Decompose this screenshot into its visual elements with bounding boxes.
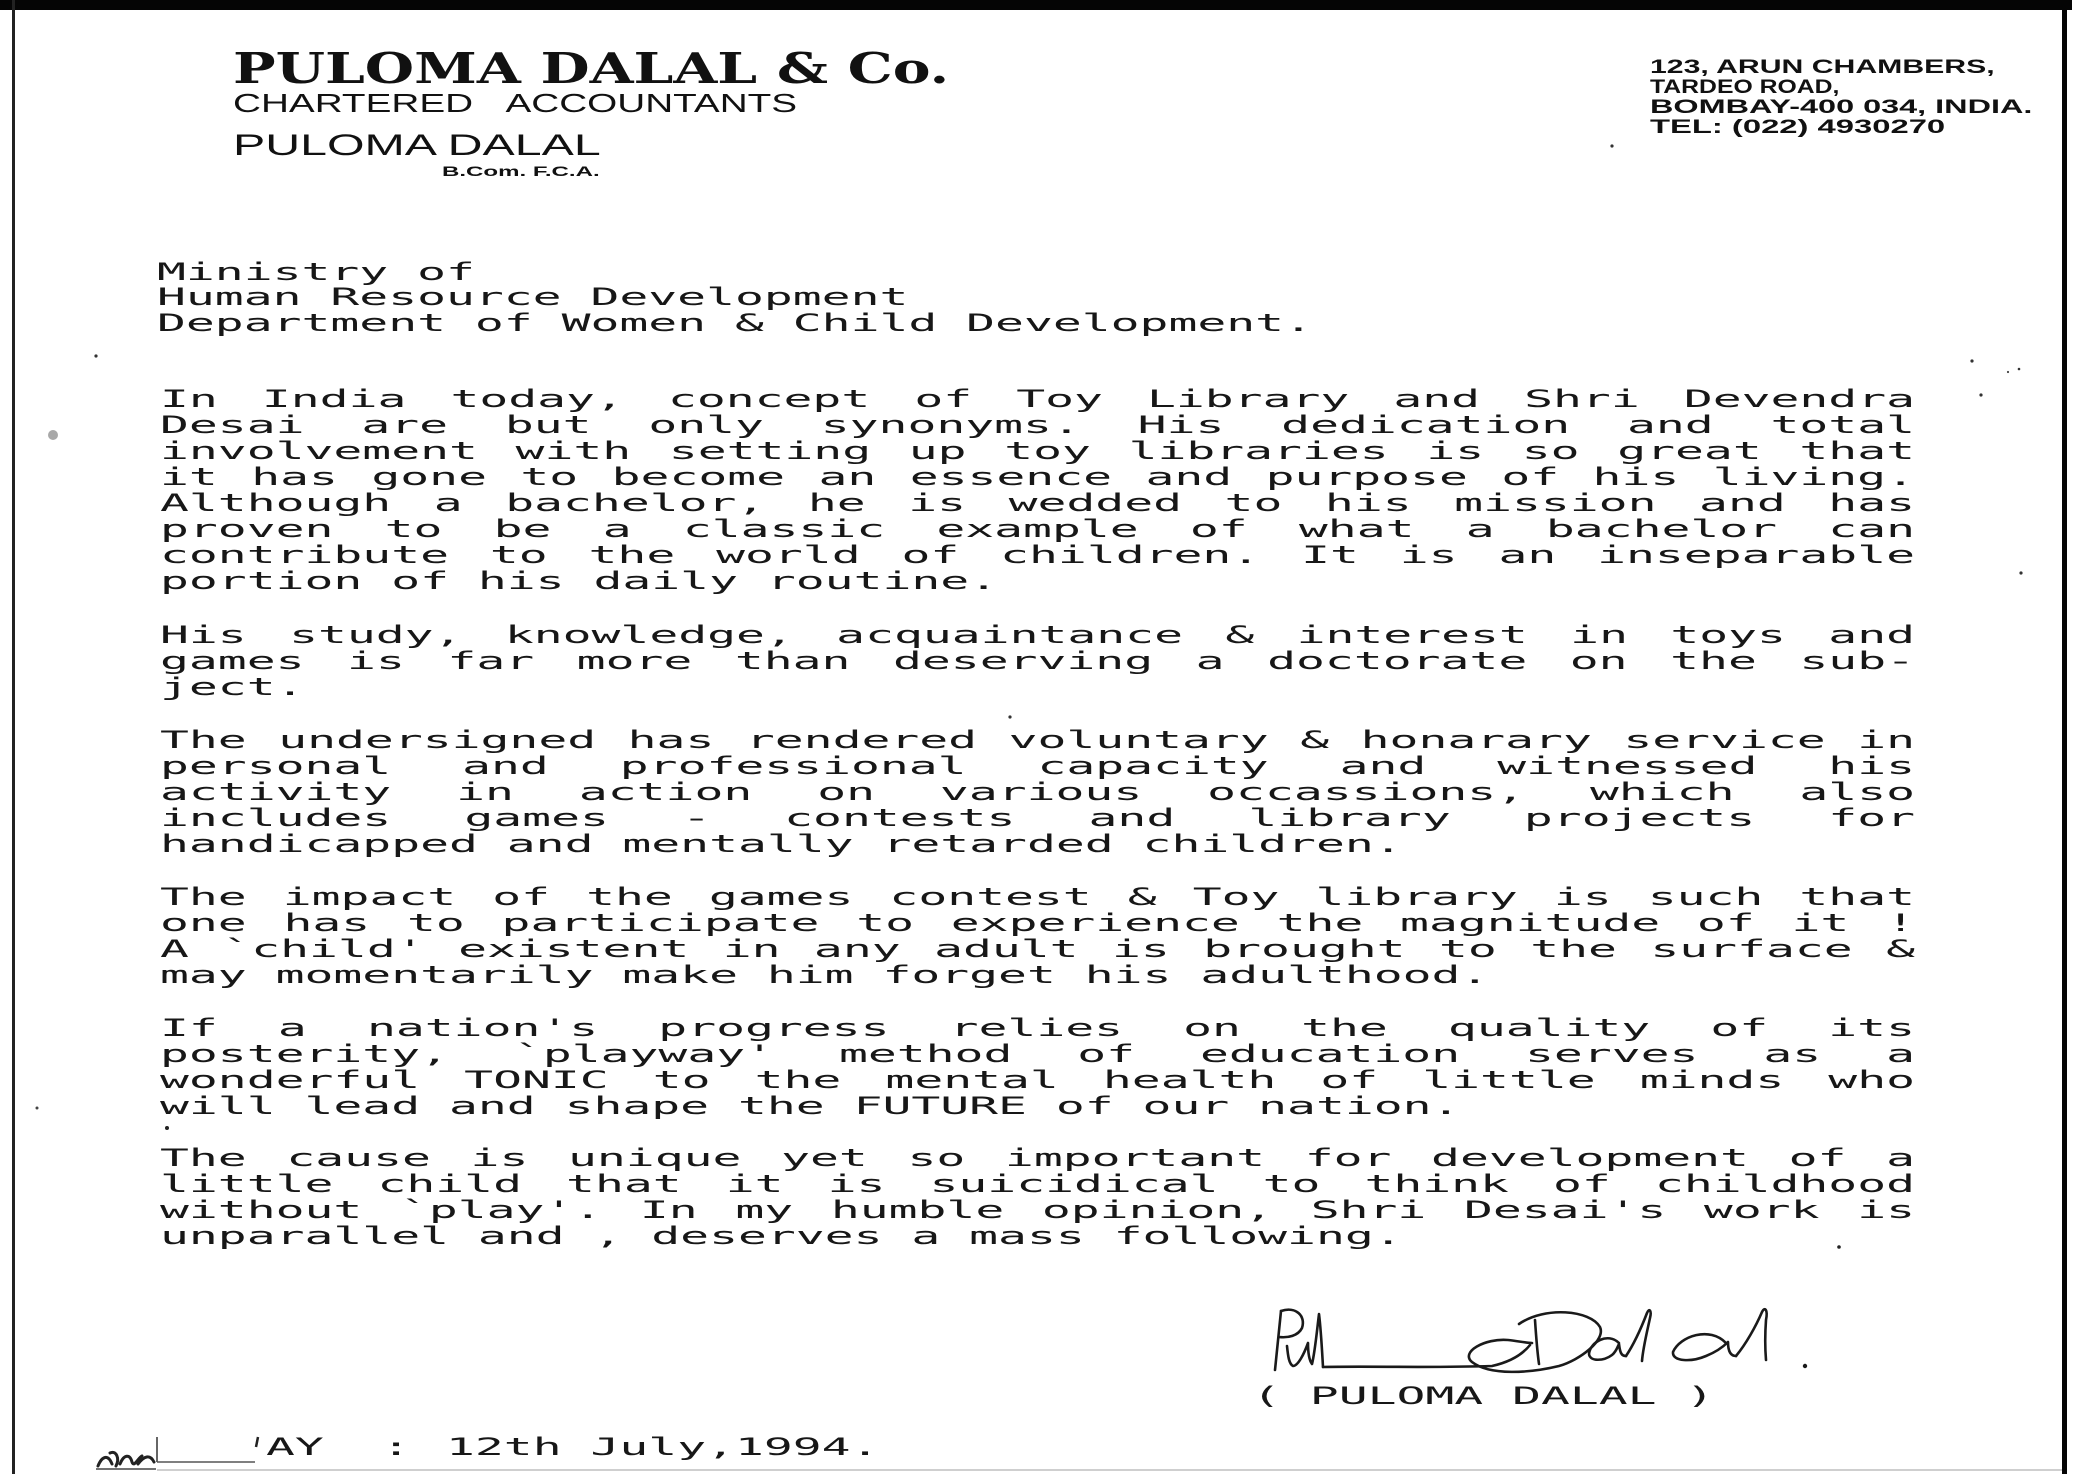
paragraph-line: The impact of the games contest & Toy library is such that xyxy=(160,883,1915,911)
paragraph-line: activity in action on various occassions, which also xyxy=(160,778,1915,806)
body-paragraph-5 xyxy=(160,1015,1915,1119)
recipient-line: Human Resource Development xyxy=(157,283,909,312)
signature-stroke xyxy=(1673,1334,1736,1360)
address-line-text: BOMBAY-400 034, INDIA. xyxy=(1650,97,2033,118)
typed-letter-body xyxy=(157,0,1915,1474)
paragraph-line: If a nation's progress relies on the quality of its xyxy=(160,1014,1915,1042)
scan-speck xyxy=(36,1107,39,1110)
scan-speck xyxy=(2019,571,2022,574)
paragraph-line: unparallel and , deserves a mass following. xyxy=(160,1222,1403,1250)
paragraph-line: In India today, concept of Toy Library and Shri Devendra xyxy=(160,385,1915,413)
paragraph-line: will lead and shape the FUTURE of our nation. xyxy=(160,1092,1461,1120)
scan-speck xyxy=(48,430,58,440)
telephone-text: TEL: (022) 4930270 xyxy=(1650,117,1946,138)
frame-left-edge xyxy=(12,0,15,1474)
recipient-line: Department of Women & Child Development. xyxy=(157,308,1313,337)
paragraph-line: handicapped and mentally retarded children. xyxy=(160,830,1403,858)
body-paragraph-1 xyxy=(160,386,1915,594)
scribble-stroke xyxy=(98,1457,112,1466)
body-paragraph-3 xyxy=(160,727,1915,857)
corner-scribble-mark xyxy=(94,1444,160,1472)
paragraph-line: includes games - contests and library projects for xyxy=(160,804,1915,832)
frame-right-edge xyxy=(2062,0,2067,1474)
body-paragraph-6 xyxy=(160,1145,1915,1249)
paragraph-line: A `child' existent in any adult is brought to the surface & xyxy=(160,935,1915,963)
paragraph-line: may momentarily make him forget his adulthood. xyxy=(160,961,1490,989)
signature-stroke xyxy=(1736,1309,1767,1360)
paragraph-line: personal and professional capacity and witnessed his xyxy=(160,752,1915,780)
body-paragraph-2 xyxy=(160,622,1915,700)
paragraph-line: little child that it is suicidical to think of childhood xyxy=(160,1170,1915,1198)
scan-speck xyxy=(1979,393,1982,396)
recipient-block xyxy=(157,260,1912,336)
date-label: AY : xyxy=(266,1433,411,1461)
paragraph-line: wonderful TONIC to the mental health of little minds who xyxy=(160,1066,1915,1094)
address-line-text: 123, ARUN CHAMBERS, xyxy=(1650,57,1995,78)
paragraph-line: one has to participate to experience the magnitude of it ! xyxy=(160,909,1915,937)
scan-speck xyxy=(2007,371,2009,373)
signature-stroke xyxy=(1279,1310,1303,1338)
recipient-line: Ministry of xyxy=(157,258,475,286)
date-value: 12th July,1994. xyxy=(446,1433,880,1461)
signatory-name: ( PULOMA DALAL ) xyxy=(1252,1381,1715,1410)
paragraph-line: without `play'. In my humble opinion, Shri Desai's work is xyxy=(160,1196,1915,1224)
paragraph-line: proven to be a classic example of what a bachelor can xyxy=(160,515,1915,543)
body-paragraph-4 xyxy=(160,884,1915,988)
firm-name-text: PULOMA DALAL & Co. xyxy=(233,44,950,93)
paragraph-line: ject. xyxy=(160,673,305,701)
paragraph-line: portion of his daily routine. xyxy=(160,567,999,595)
address-line-text: TARDEO ROAD, xyxy=(1650,77,1840,98)
paragraph-line: posterity, `playway' method of education serves as a xyxy=(160,1040,1915,1068)
signature-stroke xyxy=(1323,1345,1530,1367)
signature-stroke xyxy=(1535,1320,1539,1364)
paragraph-line: The undersigned has rendered voluntary & honarary service in xyxy=(160,726,1915,754)
handwritten-signature xyxy=(1260,1300,1820,1390)
signature-stroke xyxy=(1589,1338,1626,1359)
paragraph-line: The cause is unique yet so important for development of a xyxy=(160,1144,1915,1172)
profession-text: CHARTERED ACCOUNTANTS xyxy=(233,87,798,118)
paragraph-line: involvement with setting up toy libraries is so great that xyxy=(160,437,1915,465)
paragraph-line: His study, knowledge, acquaintance & interest in toys and xyxy=(160,621,1915,649)
paragraph-line: games is far more than deserving a doctorate on the sub- xyxy=(160,647,1915,675)
paragraph-line: Although a bachelor, he is wedded to his mission and has xyxy=(160,489,1915,517)
signature-stroke xyxy=(1626,1310,1651,1361)
paragraph-line: it has gone to become an essence and purpose of his living. xyxy=(160,463,1915,491)
scan-speck xyxy=(94,354,97,357)
principal-text: PULOMA DALAL xyxy=(233,129,601,162)
scan-speck xyxy=(1970,359,1973,362)
paragraph-line: Desai are but only synonyms. His dedication and total xyxy=(160,411,1915,439)
signature-stroke xyxy=(1287,1314,1323,1367)
signature-dot xyxy=(1803,1364,1807,1368)
qualifications-text: B.Com. F.C.A. xyxy=(442,163,600,179)
scan-speck xyxy=(2018,368,2021,371)
paragraph-line: contribute to the world of children. It is an inseparable xyxy=(160,541,1915,569)
signature-stroke xyxy=(1275,1311,1281,1370)
